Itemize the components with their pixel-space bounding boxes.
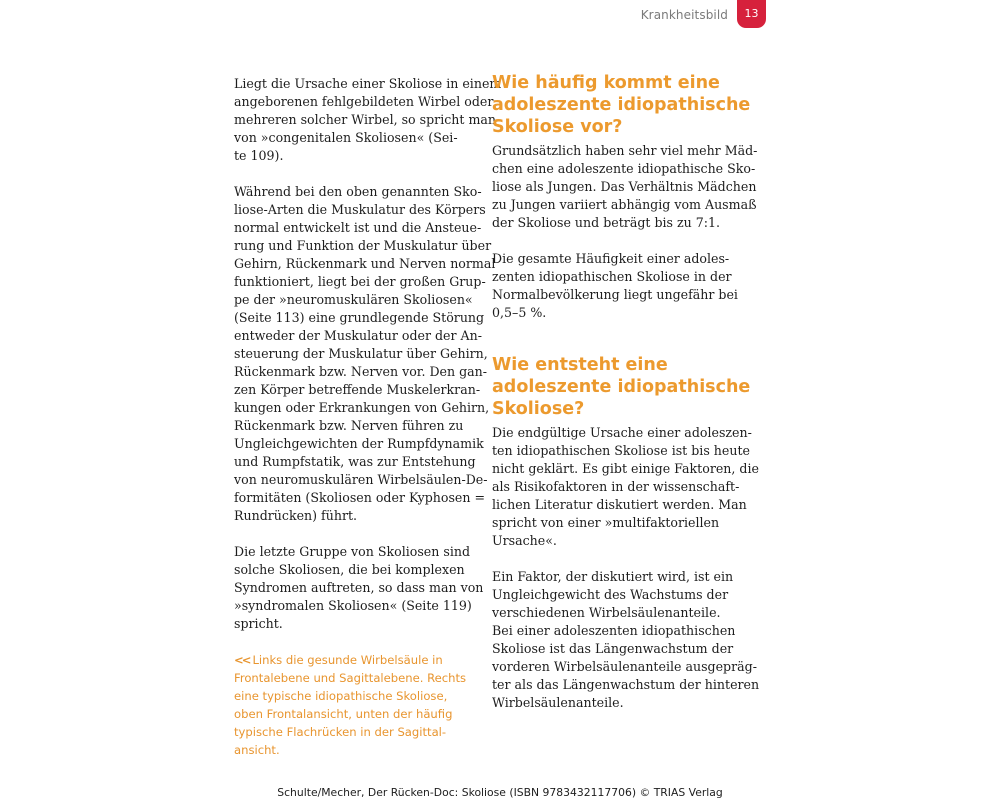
text-line: lichen Literatur diskutiert werden. Man bbox=[492, 497, 747, 512]
text-line: als Risikofaktoren in der wissenschaft- bbox=[492, 479, 740, 494]
text-line: nicht geklärt. Es gibt einige Faktoren, die bbox=[492, 461, 759, 476]
text-line: Rückenmark bzw. Nerven führen zu bbox=[234, 418, 464, 433]
text-line: Die endgültige Ursache einer adoleszen- bbox=[492, 425, 752, 440]
paragraph-prevalence bbox=[492, 250, 737, 322]
text-line: chen eine adoleszente idiopathische Sko- bbox=[492, 161, 756, 176]
caption-line: Frontalebene und Sagittalebene. Rechts bbox=[234, 671, 467, 685]
text-line: verschiedenen Wirbelsäulenanteile. bbox=[492, 605, 721, 620]
section-heading-cause bbox=[492, 354, 751, 420]
text-line: Die gesamte Häufigkeit einer adoles- bbox=[492, 251, 730, 266]
text-line: und Rumpfstatik, was zur Entstehung bbox=[234, 454, 476, 469]
caption-line bbox=[234, 651, 472, 669]
text-line: normal entwickelt ist und die Ansteue- bbox=[234, 220, 482, 235]
text-line: »syndromalen Skoliosen« (Seite 119) bbox=[234, 598, 472, 613]
text-line: ten idiopathischen Skoliose ist bis heute bbox=[492, 443, 750, 458]
caption-text: Links die gesunde Wirbelsäule in bbox=[252, 653, 443, 667]
text-line: Rückenmark bzw. Nerven vor. Den gan- bbox=[234, 364, 488, 379]
text-line: vorderen Wirbelsäulenanteile ausgepräg- bbox=[492, 659, 757, 674]
text-line: Ein Faktor, der diskutiert wird, ist ein bbox=[492, 569, 734, 584]
paragraph-congenital bbox=[234, 75, 502, 165]
section-heading-frequency bbox=[492, 72, 751, 138]
double-chevron-left-icon: << bbox=[234, 653, 250, 667]
text-line: mehreren solcher Wirbel, so spricht man bbox=[234, 112, 497, 127]
text-line: angeborenen fehlgebildeten Wirbel oder bbox=[234, 94, 494, 109]
text-line: zenten idiopathischen Skoliose in der bbox=[492, 269, 732, 284]
paragraph-neuromuscular bbox=[234, 183, 496, 525]
heading-line: adoleszente idiopathische bbox=[492, 377, 751, 397]
left-column bbox=[234, 75, 502, 759]
paragraph-syndromal bbox=[234, 543, 484, 633]
text-line: formitäten (Skoliosen oder Kyphosen = bbox=[234, 490, 486, 505]
text-line: der Skoliose und beträgt bis zu 7:1. bbox=[492, 215, 721, 230]
heading-line: Skoliose vor? bbox=[492, 117, 623, 137]
text-line: te 109). bbox=[234, 148, 284, 163]
text-line: spricht von einer »multifaktoriellen bbox=[492, 515, 720, 530]
text-line: Liegt die Ursache einer Skoliose in einem bbox=[234, 76, 502, 91]
caption-line: typische Flachrücken in der Sagittal- bbox=[234, 725, 447, 739]
text-line: Rundrücken) führt. bbox=[234, 508, 358, 523]
text-line: Syndromen auftreten, so dass man von bbox=[234, 580, 484, 595]
figure-caption bbox=[234, 651, 472, 759]
paragraph-growth-imbalance bbox=[492, 568, 760, 712]
text-line: Gehirn, Rückenmark und Nerven normal bbox=[234, 256, 496, 271]
text-line: von neuromuskulären Wirbelsäulen-De- bbox=[234, 472, 488, 487]
text-line: steuerung der Muskulatur über Gehirn, bbox=[234, 346, 488, 361]
text-line: liose als Jungen. Das Verhältnis Mädchen bbox=[492, 179, 757, 194]
text-line: von »congenitalen Skoliosen« (Sei- bbox=[234, 130, 458, 145]
text-line: Wirbelsäulenanteile. bbox=[492, 695, 624, 710]
caption-line: ansicht. bbox=[234, 743, 280, 757]
right-column bbox=[492, 72, 760, 730]
running-header-section: Krankheitsbild bbox=[640, 8, 728, 22]
heading-line: Wie entsteht eine bbox=[492, 355, 668, 375]
copyright-footer: Schulte/Mecher, Der Rücken-Doc: Skoliose (ISBN 9783432117706) © TRIAS Verlag bbox=[277, 786, 723, 799]
text-line: Ungleichgewichten der Rumpfdynamik bbox=[234, 436, 484, 451]
heading-line: Wie häufig kommt eine bbox=[492, 73, 720, 93]
paragraph-ratio bbox=[492, 142, 758, 232]
text-line: entweder der Muskulatur oder der An- bbox=[234, 328, 482, 343]
text-line: Skoliose ist das Längenwachstum der bbox=[492, 641, 734, 656]
text-line: Bei einer adoleszenten idiopathischen bbox=[492, 623, 736, 638]
text-line: zen Körper betreffende Muskelerkran- bbox=[234, 382, 481, 397]
text-line: solche Skoliosen, die bei komplexen bbox=[234, 562, 465, 577]
text-line: Die letzte Gruppe von Skoliosen sind bbox=[234, 544, 471, 559]
caption-line: eine typische idiopathische Skoliose, bbox=[234, 689, 448, 703]
heading-line: Skoliose? bbox=[492, 399, 585, 419]
page-number-badge: 13 bbox=[737, 0, 766, 28]
text-line: spricht. bbox=[234, 616, 283, 631]
text-line: rung und Funktion der Muskulatur über bbox=[234, 238, 492, 253]
text-line: (Seite 113) eine grundlegende Störung bbox=[234, 310, 485, 325]
text-line: Ungleichgewicht des Wachstums der bbox=[492, 587, 729, 602]
heading-line: adoleszente idiopathische bbox=[492, 95, 751, 115]
text-line: liose-Arten die Muskulatur des Körpers bbox=[234, 202, 486, 217]
paragraph-multifactorial bbox=[492, 424, 759, 550]
caption-line: oben Frontalansicht, unten der häufig bbox=[234, 707, 453, 721]
text-line: Ursache«. bbox=[492, 533, 557, 548]
text-line: kungen oder Erkrankungen von Gehirn, bbox=[234, 400, 490, 415]
text-line: Normalbevölkerung liegt ungefähr bei bbox=[492, 287, 738, 302]
text-line: 0,5–5 %. bbox=[492, 305, 547, 320]
text-line: funktioniert, liegt bei der großen Grup- bbox=[234, 274, 486, 289]
text-line: Während bei den oben genannten Sko- bbox=[234, 184, 482, 199]
text-line: zu Jungen variiert abhängig vom Ausmaß bbox=[492, 197, 757, 212]
text-line: Grundsätzlich haben sehr viel mehr Mäd- bbox=[492, 143, 758, 158]
text-line: pe der »neuromuskulären Skoliosen« bbox=[234, 292, 473, 307]
text-line: ter als das Längenwachstum der hinteren bbox=[492, 677, 760, 692]
